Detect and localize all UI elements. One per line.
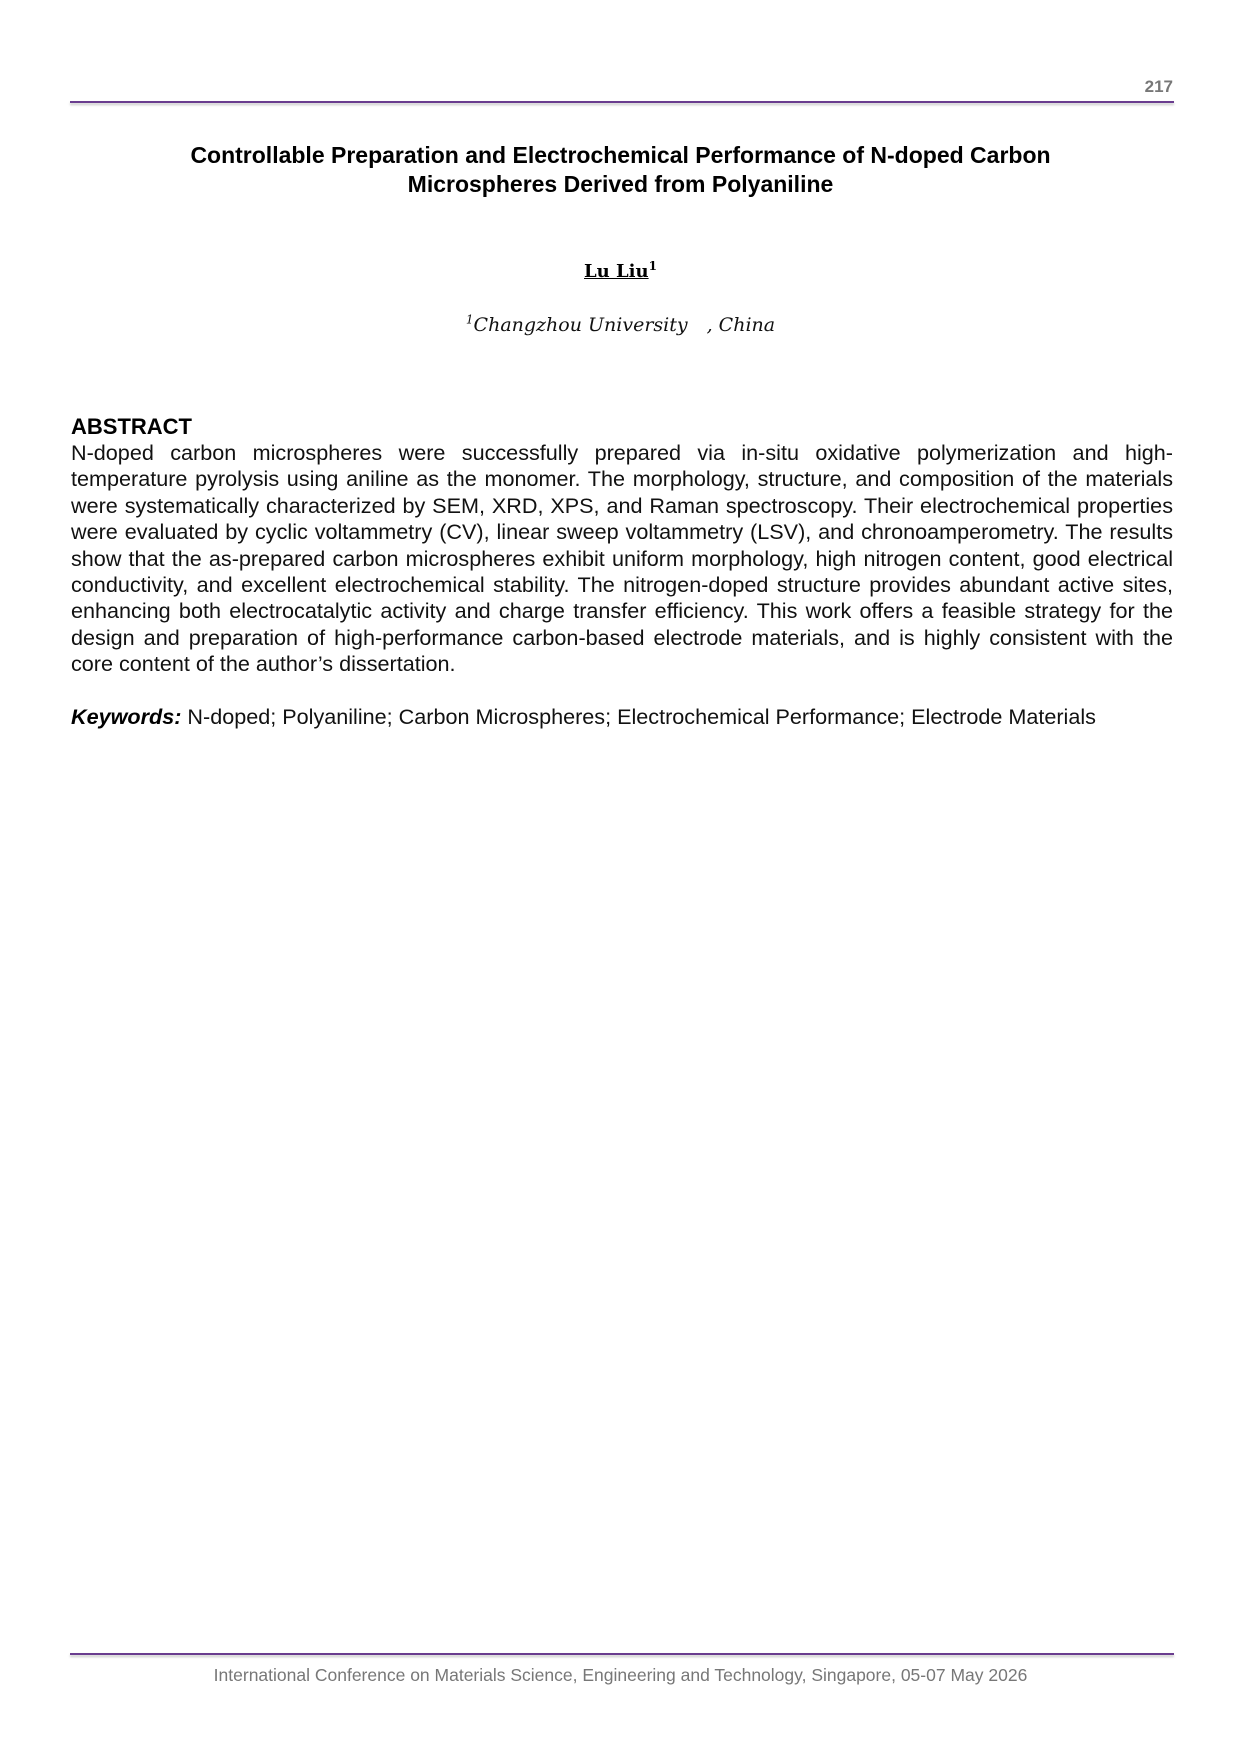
page-number: 217 <box>1144 77 1173 96</box>
affiliation-text: Changzhou University , China <box>473 314 776 336</box>
affiliation <box>0 310 1241 337</box>
paper-title-line-2: Microspheres Derived from Polyaniline <box>407 171 834 197</box>
affiliation-marker: 1 <box>465 312 474 327</box>
author-name: Lu Liu <box>584 261 649 282</box>
keywords-text: N-doped; Polyaniline; Carbon Microspheres; Electrochemical Performance; Electrode Materials <box>181 704 1096 729</box>
author <box>0 259 1241 282</box>
keywords-label: Keywords: <box>71 704 182 729</box>
paper-title-line-1: Controllable Preparation and Electrochemical Performance of N-doped Carbon <box>190 142 1051 168</box>
footer-text: International Conference on Materials Science, Engineering and Technology, Singapore, 05-07 May 2026 <box>213 1665 1028 1685</box>
paper-title <box>80 141 1161 199</box>
footer-divider <box>70 1653 1174 1655</box>
author-affiliation-marker: 1 <box>648 259 657 273</box>
keywords <box>71 704 1181 730</box>
abstract-heading: ABSTRACT <box>71 414 192 439</box>
abstract-body: N-doped carbon microspheres were successfully prepared via in-situ oxidative polymerization and high-temperature pyrolysis using aniline as the monomer. The morphology, structure, and composition of the materials were systematically characterized by SEM, XRD, XPS, and Raman spectroscopy. Their electrochemical properties were evaluated by cyclic voltammetry (CV), linear sweep voltammetry (LSV), and chronoamperometry. The results show that the as-prepared carbon microspheres exhibit uniform morphology, high nitrogen content, good electrical conductivity, and excellent electrochemical stability. The nitrogen-doped structure provides abundant active sites, enhancing both electrocatalytic activity and charge transfer efficiency. This work offers a feasible strategy for the design and preparation of high-performance carbon-based electrode materials, and is highly consistent with the core content of the author’s dissertation. <box>71 440 1173 677</box>
header-divider <box>70 101 1174 103</box>
